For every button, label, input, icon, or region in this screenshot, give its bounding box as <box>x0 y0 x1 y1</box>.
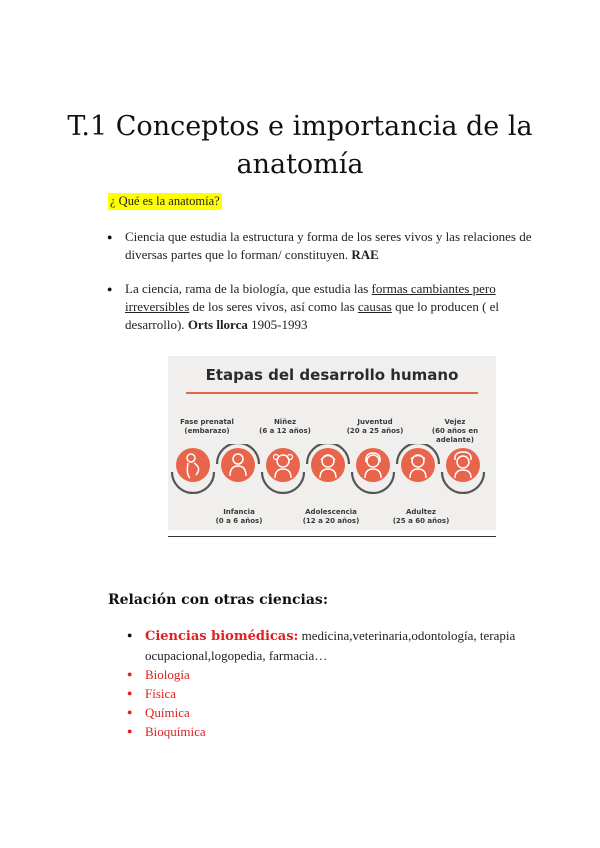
stage-name: Fase prenatal <box>180 418 234 426</box>
science-item <box>145 684 545 703</box>
page-title: T.1 Conceptos e importancia de la anatomía <box>67 111 533 180</box>
definition-orts-underline-2: causas <box>357 299 392 314</box>
definition-orts <box>125 280 535 334</box>
stage-label-prenatal <box>172 418 242 436</box>
stage-label-juventud <box>340 418 410 436</box>
definition-orts-part-a: La ciencia, rama de la biología, que estudia las <box>125 281 369 296</box>
science-item-biomedical <box>145 626 545 665</box>
science-name: Bioquímica <box>145 724 206 739</box>
stage-name: Vejez <box>444 418 466 426</box>
stage-age: (12 a 20 años) <box>302 517 360 525</box>
stage-label-adultez <box>386 508 456 526</box>
relations-heading: Relación con otras ciencias: <box>108 592 328 608</box>
stage-age: (0 a 6 años) <box>215 517 263 525</box>
sciences-list <box>145 626 545 741</box>
stage-name: Juventud <box>357 418 393 426</box>
definition-rae <box>125 228 535 264</box>
science-name: Biología <box>145 667 190 682</box>
stage-label-adolescencia <box>296 508 366 526</box>
stage-age: (6 a 12 años) <box>259 427 311 435</box>
infographic-divider <box>186 392 478 394</box>
young-adult-icon <box>356 448 390 482</box>
science-name: Física <box>145 686 177 701</box>
stage-age: (60 años en adelante) <box>431 427 479 444</box>
biomedical-label: Ciencias biomédicas: <box>145 629 299 644</box>
definition-rae-text: Ciencia que estudia la estructura y forma de los seres vivos y las relaciones de diversas partes que lo forman/ constituyen. <box>125 229 532 262</box>
stage-label-infancia <box>204 508 274 526</box>
adult-icon <box>401 448 435 482</box>
definition-orts-part-c: que lo producen ( el desarrollo). <box>125 299 500 332</box>
definition-orts-author: Orts llorca <box>187 317 248 332</box>
stage-name: Niñez <box>273 418 297 426</box>
definition-rae-source: RAE <box>351 247 379 262</box>
stage-label-vejez <box>422 418 488 445</box>
science-item <box>145 722 545 741</box>
definition-orts-underline-1: formas cambiantes pero irreversibles <box>125 281 496 314</box>
elderly-icon <box>446 448 480 482</box>
definition-list <box>125 228 535 350</box>
definition-orts-years: 1905-1993 <box>251 317 308 332</box>
definition-orts-part-b: de los seres vivos, así como las <box>192 299 355 314</box>
infographic-title: Etapas del desarrollo humano <box>205 366 459 384</box>
stage-age: (embarazo) <box>184 427 230 435</box>
science-item <box>145 703 545 722</box>
stage-icons-row <box>168 444 496 494</box>
stage-name: Adolescencia <box>305 508 357 516</box>
stage-label-ninez <box>250 418 320 436</box>
stage-age: (25 a 60 años) <box>392 517 450 525</box>
stage-name: Infancia <box>223 508 255 516</box>
highlighted-question: ¿ Qué es la anatomía? <box>110 194 220 208</box>
teen-icon <box>311 448 345 482</box>
science-name: Química <box>145 705 190 720</box>
pregnancy-icon <box>176 448 210 482</box>
biomedical-items: medicina,veterinaria,odontología, terapia ocupacional,logopedia, farmacia… <box>145 628 516 663</box>
development-stages-infographic <box>168 356 496 530</box>
child-icon <box>266 448 300 482</box>
infographic-underline <box>168 536 496 537</box>
science-item <box>145 665 545 684</box>
stage-age: (20 a 25 años) <box>346 427 404 435</box>
baby-icon <box>221 448 255 482</box>
stage-name: Adultez <box>406 508 436 516</box>
